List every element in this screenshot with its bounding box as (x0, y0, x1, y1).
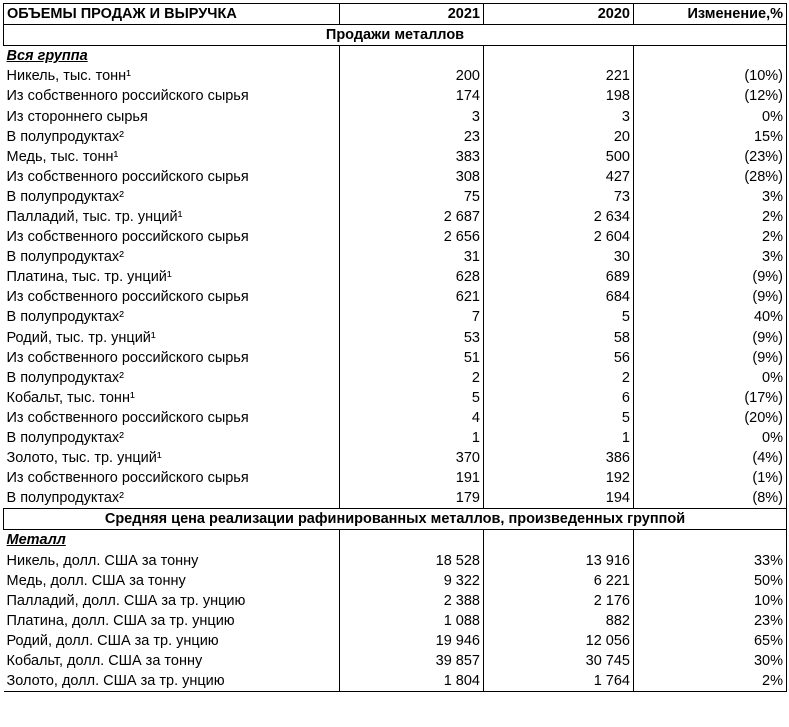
value-change: (28%) (634, 167, 787, 187)
value-change: 0% (634, 428, 787, 448)
table-row (4, 207, 787, 227)
row-label: Родий, тыс. тр. унций¹ (6, 329, 156, 346)
average-price-section-group-label: Металл (4, 530, 340, 551)
value-2020: 198 (484, 86, 634, 106)
value-2021: 2 687 (340, 207, 484, 227)
metal-sales-section-title-row (4, 25, 787, 46)
value-2020: 2 634 (484, 207, 634, 227)
value-change: 10% (634, 591, 787, 611)
value-2021: 53 (340, 328, 484, 348)
value-2021: 51 (340, 348, 484, 368)
value-2020: 2 (484, 368, 634, 388)
value-2021: 2 656 (340, 227, 484, 247)
value-2020: 194 (484, 488, 634, 509)
value-2020: 56 (484, 348, 634, 368)
table-row (4, 388, 787, 408)
value-change: (1%) (634, 468, 787, 488)
value-change: 3% (634, 187, 787, 207)
row-label: Родий, долл. США за тр. унцию (6, 632, 219, 649)
value-2020: 3 (484, 106, 634, 126)
value-change: (9%) (634, 267, 787, 287)
table-row (4, 227, 787, 247)
row-label: В полупродуктах² (6, 249, 125, 266)
value-2020: 2 176 (484, 591, 634, 611)
row-label: В полупродуктах² (6, 369, 125, 386)
value-2020: 5 (484, 307, 634, 327)
empty-cell (484, 46, 634, 67)
value-change: (9%) (634, 328, 787, 348)
table-row (4, 66, 787, 86)
table-row (4, 651, 787, 671)
table-row (4, 488, 787, 509)
table-row (4, 147, 787, 167)
value-2020: 192 (484, 468, 634, 488)
row-label: Из собственного российского сырья (6, 168, 249, 185)
row-label: Платина, тыс. тр. унций¹ (6, 269, 172, 286)
value-change: 33% (634, 551, 787, 571)
table-row (4, 571, 787, 591)
value-2020: 20 (484, 127, 634, 147)
value-2021: 7 (340, 307, 484, 327)
row-label: Из собственного российского сырья (6, 229, 249, 246)
value-2021: 308 (340, 167, 484, 187)
value-change: (9%) (634, 287, 787, 307)
value-2020: 73 (484, 187, 634, 207)
value-change: 15% (634, 127, 787, 147)
row-label: Медь, тыс. тонн¹ (6, 148, 119, 165)
value-2020: 386 (484, 448, 634, 468)
value-2020: 427 (484, 167, 634, 187)
value-change: 3% (634, 247, 787, 267)
value-2020: 30 745 (484, 651, 634, 671)
row-label: Никель, тыс. тонн¹ (6, 68, 131, 85)
column-header-2021: 2021 (340, 4, 484, 25)
table-row (4, 368, 787, 388)
value-2021: 9 322 (340, 571, 484, 591)
table-row (4, 187, 787, 207)
row-label: Платина, долл. США за тр. унцию (6, 612, 235, 629)
value-change: 0% (634, 368, 787, 388)
metal-sales-section-group-row (4, 46, 787, 67)
metal-sales-section-title: Продажи металлов (4, 25, 787, 46)
value-change: (8%) (634, 488, 787, 509)
average-price-section-title-row (4, 509, 787, 530)
value-change: 50% (634, 571, 787, 591)
value-2021: 23 (340, 127, 484, 147)
value-change: (23%) (634, 147, 787, 167)
row-label: Из стороннего сырья (6, 108, 148, 125)
column-header-change: Изменение,% (634, 4, 787, 25)
value-2020: 5 (484, 408, 634, 428)
value-change: 23% (634, 611, 787, 631)
value-2021: 31 (340, 247, 484, 267)
table-row (4, 328, 787, 348)
value-2021: 370 (340, 448, 484, 468)
value-change: 2% (634, 227, 787, 247)
row-label: Из собственного российского сырья (6, 88, 249, 105)
value-2020: 689 (484, 267, 634, 287)
value-change: (17%) (634, 388, 787, 408)
table-row (4, 611, 787, 631)
value-2020: 221 (484, 66, 634, 86)
sales-revenue-table (3, 3, 787, 692)
value-2020: 6 221 (484, 571, 634, 591)
value-2021: 1 088 (340, 611, 484, 631)
row-label: В полупродуктах² (6, 128, 125, 145)
value-2020: 882 (484, 611, 634, 631)
value-change: 2% (634, 671, 787, 692)
value-2021: 383 (340, 147, 484, 167)
empty-cell (634, 530, 787, 551)
value-2021: 75 (340, 187, 484, 207)
value-change: 65% (634, 631, 787, 651)
row-label: Кобальт, тыс. тонн¹ (6, 389, 135, 406)
row-label: Из собственного российского сырья (6, 409, 249, 426)
average-price-section-group-row (4, 530, 787, 551)
value-change: (4%) (634, 448, 787, 468)
value-2021: 18 528 (340, 551, 484, 571)
value-2020: 58 (484, 328, 634, 348)
row-label: В полупродуктах² (4, 488, 340, 509)
value-2021: 2 388 (340, 591, 484, 611)
value-change: (12%) (634, 86, 787, 106)
average-price-section-title: Средняя цена реализации рафинированных металлов, произведенных группой (4, 509, 787, 530)
table-row (4, 167, 787, 187)
value-2021: 200 (340, 66, 484, 86)
value-change: 0% (634, 106, 787, 126)
table-row (4, 267, 787, 287)
row-label: Кобальт, долл. США за тонну (6, 653, 203, 670)
table-row (4, 408, 787, 428)
row-label: Из собственного российского сырья (6, 289, 249, 306)
row-label: Палладий, тыс. тр. унций¹ (6, 208, 183, 225)
table-row (4, 127, 787, 147)
table-title: ОБЪЕМЫ ПРОДАЖ И ВЫРУЧКА (4, 4, 340, 25)
table-row (4, 631, 787, 651)
table-row (4, 551, 787, 571)
value-2021: 19 946 (340, 631, 484, 651)
value-2021: 191 (340, 468, 484, 488)
row-label: Из собственного российского сырья (6, 470, 249, 487)
table-row (4, 591, 787, 611)
empty-cell (484, 530, 634, 551)
row-label: Палладий, долл. США за тр. унцию (6, 592, 246, 609)
table-row (4, 86, 787, 106)
value-2020: 684 (484, 287, 634, 307)
empty-cell (340, 46, 484, 67)
value-2020: 1 764 (484, 671, 634, 692)
row-label: Из собственного российского сырья (6, 349, 249, 366)
table-row (4, 468, 787, 488)
row-label: Медь, долл. США за тонну (6, 572, 186, 589)
value-2021: 5 (340, 388, 484, 408)
value-2020: 6 (484, 388, 634, 408)
value-2021: 1 (340, 428, 484, 448)
table-row (4, 348, 787, 368)
value-change: (10%) (634, 66, 787, 86)
value-change: 2% (634, 207, 787, 227)
value-change: 30% (634, 651, 787, 671)
value-2020: 500 (484, 147, 634, 167)
value-change: 40% (634, 307, 787, 327)
table-row (4, 247, 787, 267)
metal-sales-section-group-label: Вся группа (4, 46, 340, 67)
value-change: (20%) (634, 408, 787, 428)
value-change: (9%) (634, 348, 787, 368)
value-2021: 39 857 (340, 651, 484, 671)
value-2020: 30 (484, 247, 634, 267)
value-2021: 3 (340, 106, 484, 126)
value-2021: 621 (340, 287, 484, 307)
table-row (4, 671, 787, 692)
empty-cell (340, 530, 484, 551)
value-2021: 1 804 (340, 671, 484, 692)
row-label: Золото, долл. США за тр. унцию (4, 671, 340, 692)
table-body (4, 4, 787, 692)
row-label: Золото, тыс. тр. унций¹ (6, 450, 162, 467)
table-row (4, 428, 787, 448)
table-row (4, 106, 787, 126)
table-row (4, 307, 787, 327)
value-2021: 4 (340, 408, 484, 428)
row-label: В полупродуктах² (6, 188, 125, 205)
value-2021: 179 (340, 488, 484, 509)
value-2020: 1 (484, 428, 634, 448)
value-2021: 2 (340, 368, 484, 388)
value-2020: 12 056 (484, 631, 634, 651)
row-label: В полупродуктах² (6, 430, 125, 447)
value-2020: 2 604 (484, 227, 634, 247)
table-row (4, 448, 787, 468)
value-2021: 174 (340, 86, 484, 106)
value-2020: 13 916 (484, 551, 634, 571)
row-label: Никель, долл. США за тонну (6, 552, 199, 569)
table-row (4, 287, 787, 307)
row-label: В полупродуктах² (6, 309, 125, 326)
column-header-2020: 2020 (484, 4, 634, 25)
value-2021: 628 (340, 267, 484, 287)
header-row (4, 4, 787, 25)
empty-cell (634, 46, 787, 67)
